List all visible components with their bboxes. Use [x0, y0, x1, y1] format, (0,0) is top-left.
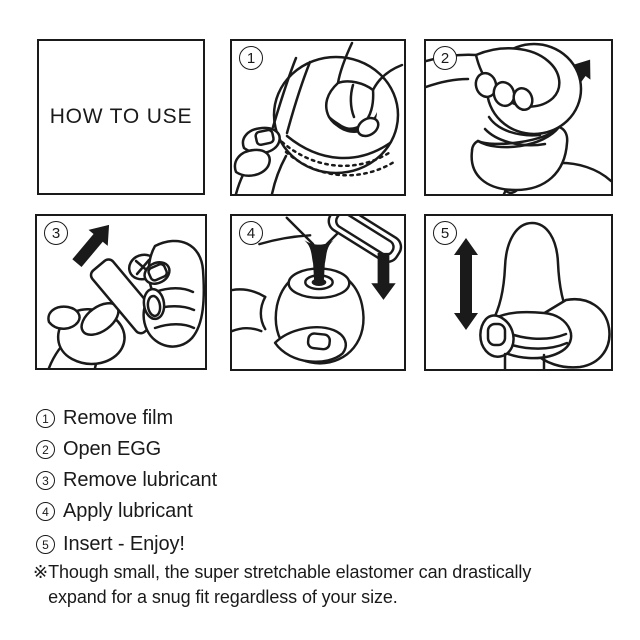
step-label: Apply lubricant: [63, 500, 193, 522]
forearm: [232, 328, 261, 331]
panel-step-3: [35, 214, 207, 370]
step-number: 5: [36, 535, 55, 554]
footnote: [33, 560, 531, 610]
list-item: [36, 529, 217, 560]
page-title: HOW TO USE: [49, 105, 193, 128]
thumbnail: [307, 333, 330, 350]
step-number: 3: [36, 471, 55, 490]
step-number-badge: 3: [44, 221, 68, 245]
panel-step-4: [230, 214, 406, 371]
step-number-badge: 1: [239, 46, 263, 70]
palm-edge: [261, 297, 265, 329]
footnote-text: [48, 560, 531, 610]
step-number: 2: [36, 440, 55, 459]
panel-step-5: [424, 214, 613, 371]
forearm: [426, 79, 468, 87]
panel-step-1: [230, 39, 406, 196]
thumbnail: [255, 129, 274, 145]
step-number-badge: 4: [239, 221, 263, 245]
left-forearm: [272, 156, 286, 194]
step-number-badge: 2: [433, 46, 457, 70]
step-label: Remove film: [63, 407, 174, 429]
list-item: [36, 496, 217, 527]
list-item: [36, 403, 217, 434]
left-thumb: [48, 307, 79, 329]
step-number-badge: 5: [433, 221, 457, 245]
panel-step-2: [424, 39, 613, 196]
up-down-arrow-icon: [454, 238, 478, 330]
forearm: [232, 289, 265, 296]
step-label: Remove lubricant: [63, 469, 218, 491]
tube-edge: [259, 235, 310, 244]
list-item: [36, 465, 217, 496]
step-label: Open EGG: [63, 438, 162, 460]
step-label: Insert - Enjoy!: [63, 533, 185, 555]
thumbnail: [488, 324, 505, 345]
index-finger: [235, 150, 270, 176]
list-item: [36, 434, 217, 465]
step-number: 1: [36, 409, 55, 428]
step-number: 4: [36, 502, 55, 521]
steps-list: [36, 403, 217, 560]
footnote-line: Though small, the super stretchable elastomer can drastically: [48, 562, 532, 582]
reference-mark: ※: [33, 562, 49, 583]
footnote-line: expand for a snug fit regardless of your size.: [48, 587, 398, 607]
panel-title: [37, 39, 205, 195]
